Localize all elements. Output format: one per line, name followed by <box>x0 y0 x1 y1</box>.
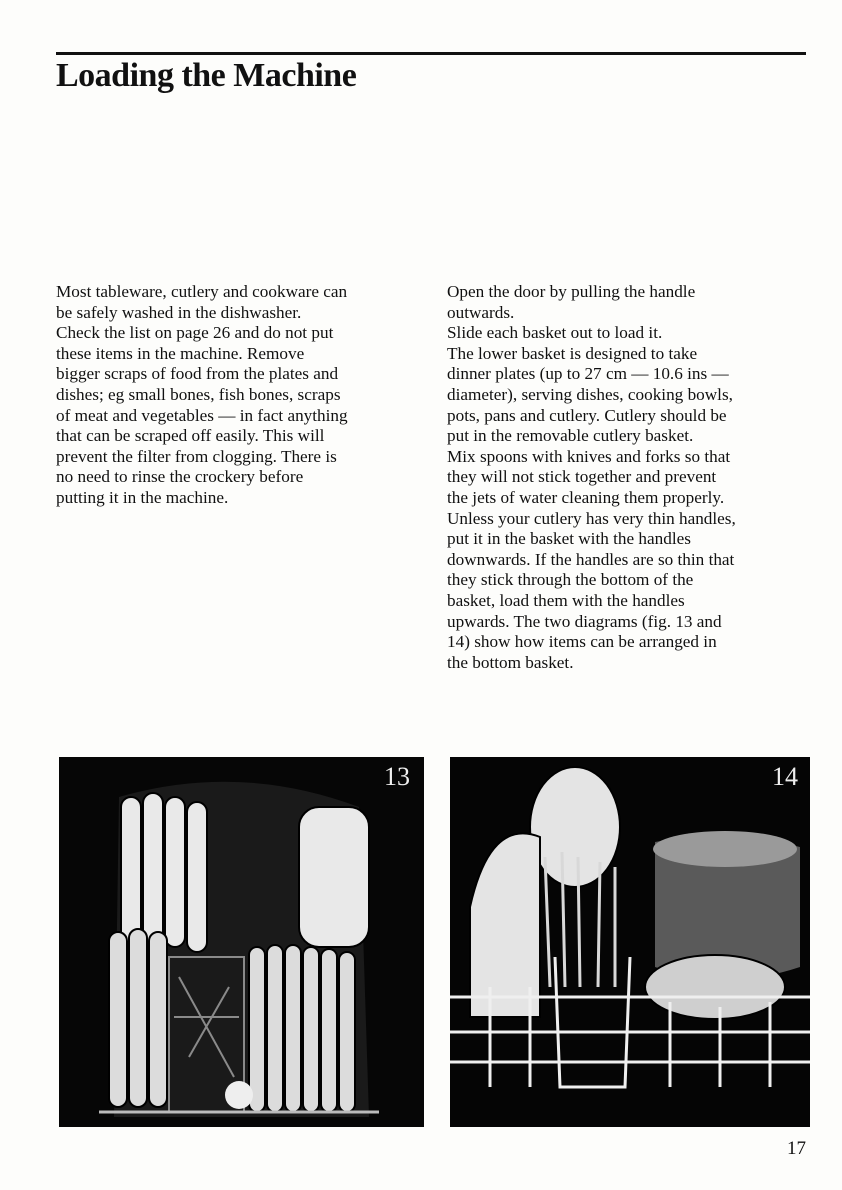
text-line: 14) show how items can be arranged in <box>447 632 717 652</box>
text-line: outwards. <box>447 302 515 322</box>
text-line: be safely washed in the dishwasher. <box>56 302 302 322</box>
text-line: putting it in the machine. <box>56 487 229 507</box>
instructions-column <box>447 282 817 673</box>
figure-number: 14 <box>772 762 798 791</box>
figure-number: 13 <box>384 762 410 791</box>
text-line: downwards. If the handles are so thin that <box>447 549 735 569</box>
text-line: Open the door by pulling the handle <box>447 282 696 301</box>
text-line: they stick through the bottom of the <box>447 570 694 590</box>
text-line: these items in the machine. Remove <box>56 343 305 363</box>
text-line: no need to rinse the crockery before <box>56 467 304 487</box>
text-line: basket, load them with the handles <box>447 590 685 610</box>
text-line: the jets of water cleaning them properly. <box>447 487 725 507</box>
text-line: put in the removable cutlery basket. <box>447 426 694 446</box>
text-line: put it in the basket with the handles <box>447 529 691 549</box>
text-line: Mix spoons with knives and forks so that <box>447 446 731 466</box>
text-line: upwards. The two diagrams (fig. 13 and <box>447 611 722 631</box>
text-line: prevent the filter from clogging. There is <box>56 446 337 466</box>
text-line: dinner plates (up to 27 cm — 10.6 ins — <box>447 364 729 384</box>
text-line: that can be scraped off easily. This will <box>56 426 325 446</box>
text-line: The lower basket is designed to take <box>447 343 698 363</box>
text-line: Unless your cutlery has very thin handles, <box>447 508 736 528</box>
text-line: dishes; eg small bones, fish bones, scraps <box>56 384 341 404</box>
header-rule <box>56 52 806 55</box>
text-line: they will not stick together and prevent <box>447 467 717 487</box>
page-title: Loading the Machine <box>56 57 357 94</box>
dishwasher-cutlery-basket-photo-icon <box>450 757 810 1127</box>
dishwasher-plates-photo-icon <box>59 757 424 1127</box>
text-line: the bottom basket. <box>447 652 574 672</box>
text-line: Slide each basket out to load it. <box>447 323 663 343</box>
figure-13 <box>59 757 424 1127</box>
text-line: pots, pans and cutlery. Cutlery should be <box>447 405 727 425</box>
text-line: of meat and vegetables — in fact anything <box>56 405 348 425</box>
text-line: diameter), serving dishes, cooking bowls, <box>447 384 733 404</box>
page-number: 17 <box>787 1138 806 1159</box>
figure-14 <box>450 757 810 1127</box>
intro-column <box>56 282 426 509</box>
text-line: Most tableware, cutlery and cookware can <box>56 282 348 301</box>
text-line: Check the list on page 26 and do not put <box>56 323 334 343</box>
text-line: bigger scraps of food from the plates and <box>56 364 339 384</box>
